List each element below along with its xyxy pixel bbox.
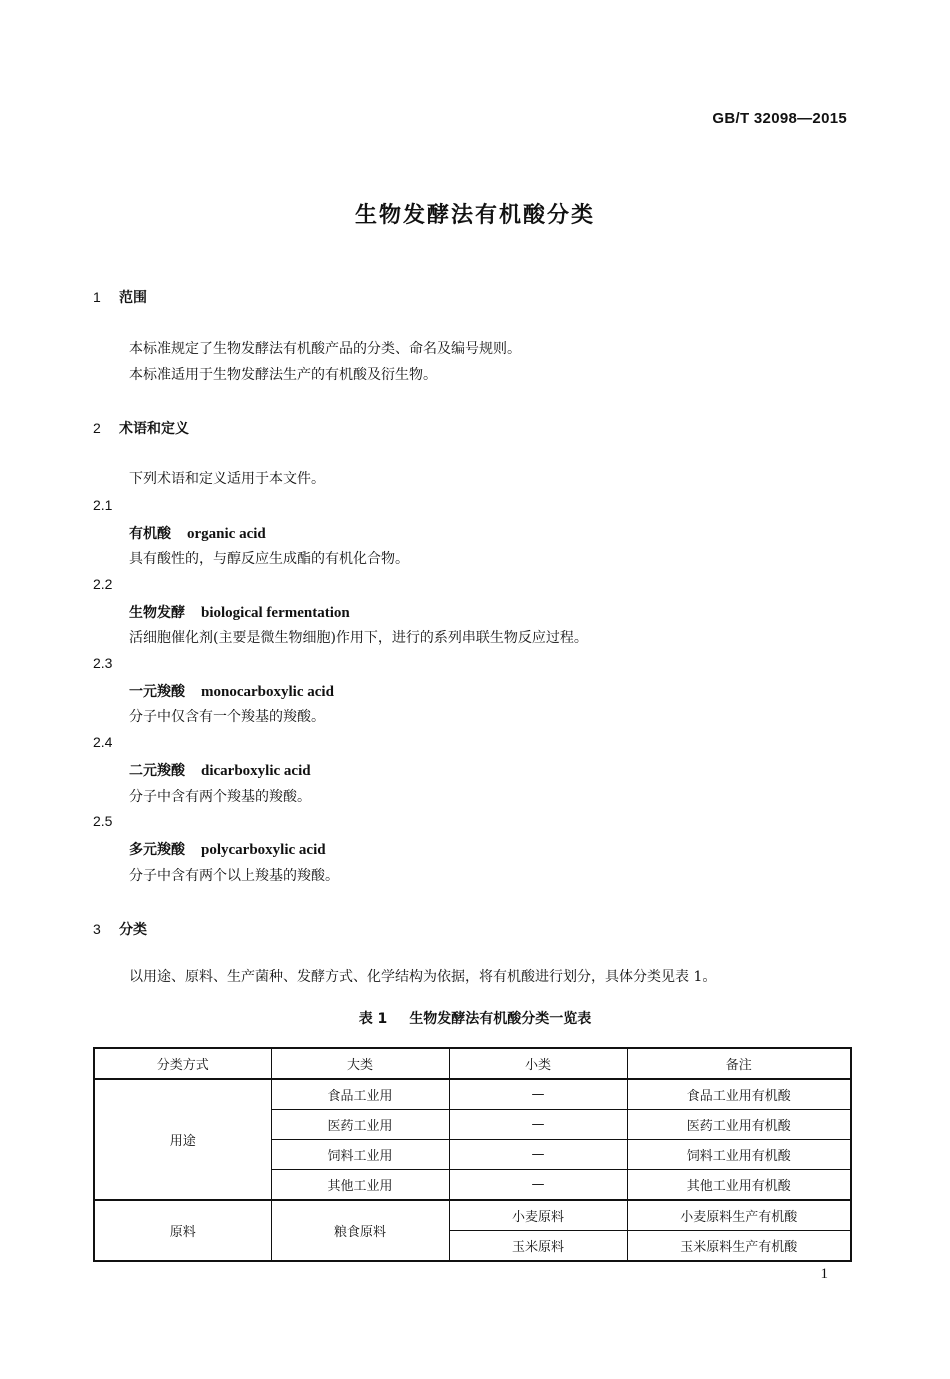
section-1-heading <box>93 287 147 307</box>
term-en: organic acid <box>187 526 266 542</box>
major-category-cell: 医药工业用 <box>271 1110 449 1140</box>
note-cell: 玉米原料生产有机酸 <box>627 1231 851 1262</box>
section-title: 术语和定义 <box>119 421 189 437</box>
term-definition: 活细胞催化剂(主要是微生物细胞)作用下，进行的系列串联生物反应过程。 <box>129 630 588 646</box>
scope-paragraph-2: 本标准适用于生物发酵法生产的有机酸及衍生物。 <box>129 367 437 383</box>
section-number: 1 <box>93 289 101 305</box>
clause-number: 2.2 <box>93 576 113 592</box>
term-zh: 生物发酵 <box>129 605 185 621</box>
table-caption <box>0 1008 950 1028</box>
classification-method-cell: 用途 <box>94 1079 271 1200</box>
term-definition: 分子中含有两个以上羧基的羧酸。 <box>129 868 339 884</box>
minor-category-cell: 玉米原料 <box>449 1231 627 1262</box>
column-header: 备注 <box>627 1048 851 1079</box>
standard-code: GB/T 32098—2015 <box>712 110 847 127</box>
term-definition: 分子中仅含有一个羧基的羧酸。 <box>129 709 325 725</box>
clause-number: 2.1 <box>93 497 113 513</box>
table-row <box>94 1079 851 1110</box>
page-number: 1 <box>820 1266 828 1282</box>
minor-category-cell: — <box>449 1110 627 1140</box>
term-zh: 二元羧酸 <box>129 763 185 779</box>
column-header: 小类 <box>449 1048 627 1079</box>
term-entry <box>129 760 311 780</box>
column-header: 分类方式 <box>94 1048 271 1079</box>
note-cell: 医药工业用有机酸 <box>627 1110 851 1140</box>
section-3-heading <box>93 919 147 939</box>
column-header: 大类 <box>271 1048 449 1079</box>
clause-number: 2.5 <box>93 813 113 829</box>
minor-category-cell: — <box>449 1170 627 1201</box>
table-title: 生物发酵法有机酸分类一览表 <box>409 1011 592 1027</box>
term-zh: 一元羧酸 <box>129 684 185 700</box>
section-title: 范围 <box>119 290 147 306</box>
major-category-cell: 其他工业用 <box>271 1170 449 1201</box>
document-title: 生物发酵法有机酸分类 <box>354 203 595 228</box>
note-cell: 小麦原料生产有机酸 <box>627 1200 851 1231</box>
classification-method-cell: 原料 <box>94 1200 271 1261</box>
table-label: 表 1 <box>358 1011 388 1027</box>
term-zh: 有机酸 <box>129 526 171 542</box>
note-cell: 饲料工业用有机酸 <box>627 1140 851 1170</box>
clause-number: 2.3 <box>93 655 113 671</box>
section-title: 分类 <box>119 922 147 938</box>
term-entry <box>129 839 326 859</box>
table-header-row <box>94 1048 851 1079</box>
minor-category-cell: — <box>449 1079 627 1110</box>
classification-paragraph: 以用途、原料、生产菌种、发酵方式、化学结构为依据，将有机酸进行划分，具体分类见表 1。 <box>129 969 717 985</box>
terms-intro: 下列术语和定义适用于本文件。 <box>129 471 325 487</box>
term-en: dicarboxylic acid <box>201 763 311 779</box>
major-category-cell: 食品工业用 <box>271 1079 449 1110</box>
note-cell: 食品工业用有机酸 <box>627 1079 851 1110</box>
section-2-heading <box>93 418 189 438</box>
section-number: 3 <box>93 921 101 937</box>
term-en: polycarboxylic acid <box>201 842 326 858</box>
term-definition: 具有酸性的，与醇反应生成酯的有机化合物。 <box>129 551 409 567</box>
classification-table <box>93 1047 852 1262</box>
table-row <box>94 1200 851 1231</box>
major-category-cell: 饲料工业用 <box>271 1140 449 1170</box>
term-definition: 分子中含有两个羧基的羧酸。 <box>129 789 311 805</box>
term-en: biological fermentation <box>201 605 350 621</box>
term-zh: 多元羧酸 <box>129 842 185 858</box>
term-en: monocarboxylic acid <box>201 684 334 700</box>
term-entry <box>129 523 266 543</box>
clause-number: 2.4 <box>93 734 113 750</box>
note-cell: 其他工业用有机酸 <box>627 1170 851 1201</box>
term-entry <box>129 681 334 701</box>
minor-category-cell: 小麦原料 <box>449 1200 627 1231</box>
minor-category-cell: — <box>449 1140 627 1170</box>
term-entry <box>129 602 350 622</box>
scope-paragraph-1: 本标准规定了生物发酵法有机酸产品的分类、命名及编号规则。 <box>129 341 521 357</box>
major-category-cell: 粮食原料 <box>271 1200 449 1261</box>
section-number: 2 <box>93 420 101 436</box>
